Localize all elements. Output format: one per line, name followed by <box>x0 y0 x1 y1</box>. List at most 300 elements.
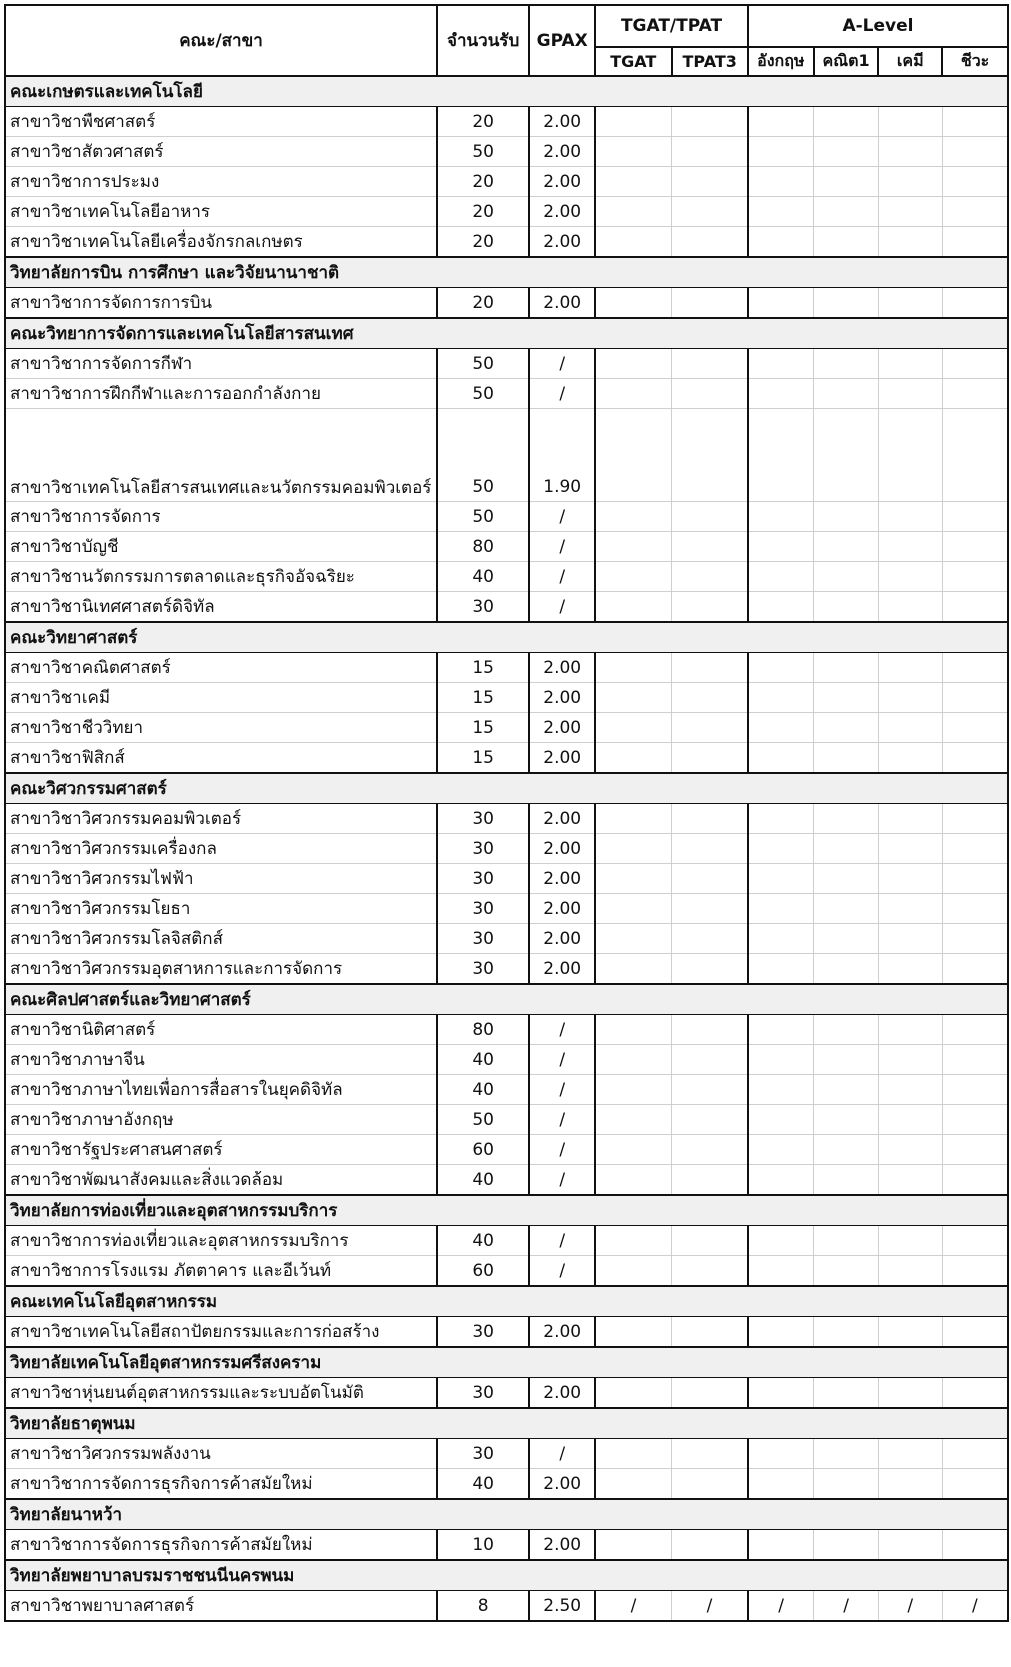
quota-cell: 30 <box>437 894 529 924</box>
tpat3-cell <box>672 197 748 227</box>
english-cell <box>748 167 814 197</box>
table-row <box>5 894 1008 924</box>
bio-cell <box>942 954 1008 985</box>
major-name: สาขาวิชาพืชศาสตร์ <box>5 107 437 137</box>
tgat-cell <box>595 288 671 319</box>
major-name: สาขาวิชาวิศวกรรมอุตสาหการและการจัดการ <box>5 954 437 985</box>
tpat3-cell <box>672 1015 748 1045</box>
tpat3-cell <box>672 1439 748 1469</box>
gpax-cell: 2.00 <box>529 743 595 774</box>
faculty-name: คณะเกษตรและเทคโนโลยี <box>5 76 1008 107</box>
gpax-cell: 2.00 <box>529 804 595 834</box>
english-cell <box>748 1378 814 1409</box>
table-row <box>5 288 1008 319</box>
bio-cell <box>942 592 1008 623</box>
tgat-cell <box>595 1226 671 1256</box>
quota-cell: 8 <box>437 1591 529 1622</box>
header-alevel: A-Level <box>748 5 1008 47</box>
table-row <box>5 107 1008 137</box>
tgat-cell <box>595 954 671 985</box>
math1-cell <box>814 743 879 774</box>
major-name: สาขาวิชาการท่องเที่ยวและอุตสาหกรรมบริการ <box>5 1226 437 1256</box>
english-cell <box>748 227 814 258</box>
english-cell: / <box>748 1591 814 1622</box>
header-tpat3: TPAT3 <box>672 47 748 76</box>
table-row <box>5 683 1008 713</box>
bio-cell <box>942 924 1008 954</box>
quota-cell: 10 <box>437 1530 529 1561</box>
table-row <box>5 834 1008 864</box>
major-name: สาขาวิชาการฝึกกีฬาและการออกกำลังกาย <box>5 379 437 409</box>
faculty-row <box>5 984 1008 1015</box>
major-name: สาขาวิชาฟิสิกส์ <box>5 743 437 774</box>
table-row <box>5 743 1008 774</box>
gpax-cell: / <box>529 349 595 379</box>
bio-cell <box>942 1530 1008 1561</box>
quota-cell: 15 <box>437 713 529 743</box>
table-row <box>5 1256 1008 1287</box>
chem-cell <box>878 713 942 743</box>
major-name: สาขาวิชาสัตวศาสตร์ <box>5 137 437 167</box>
table-row <box>5 1378 1008 1409</box>
tgat-cell <box>595 1165 671 1196</box>
table-row <box>5 1226 1008 1256</box>
table-row <box>5 1075 1008 1105</box>
chem-cell <box>878 167 942 197</box>
math1-cell <box>814 954 879 985</box>
chem-cell <box>878 288 942 319</box>
quota-cell: 20 <box>437 197 529 227</box>
table-header <box>5 5 1008 76</box>
tpat3-cell <box>672 349 748 379</box>
math1-cell <box>814 804 879 834</box>
faculty-name: คณะวิทยาศาสตร์ <box>5 622 1008 653</box>
admission-sheet <box>4 4 1009 1622</box>
english-cell <box>748 1530 814 1561</box>
tgat-cell <box>595 562 671 592</box>
bio-cell <box>942 502 1008 532</box>
math1-cell <box>814 227 879 258</box>
math1-cell <box>814 1439 879 1469</box>
major-name: สาขาวิชาวิศวกรรมเครื่องกล <box>5 834 437 864</box>
bio-cell <box>942 349 1008 379</box>
bio-cell <box>942 713 1008 743</box>
gpax-cell: / <box>529 1105 595 1135</box>
english-cell <box>748 107 814 137</box>
tpat3-cell <box>672 743 748 774</box>
chem-cell <box>878 1045 942 1075</box>
quota-cell: 50 <box>437 1105 529 1135</box>
gpax-cell: / <box>529 379 595 409</box>
quota-cell: 50 <box>437 349 529 379</box>
english-cell <box>748 1226 814 1256</box>
english-cell <box>748 1015 814 1045</box>
chem-cell <box>878 1165 942 1196</box>
math1-cell <box>814 1378 879 1409</box>
tgat-cell <box>595 834 671 864</box>
bio-cell <box>942 409 1008 502</box>
chem-cell <box>878 379 942 409</box>
chem-cell <box>878 1378 942 1409</box>
chem-cell <box>878 1015 942 1045</box>
math1-cell <box>814 1256 879 1287</box>
bio-cell <box>942 683 1008 713</box>
math1-cell <box>814 379 879 409</box>
tpat3-cell <box>672 894 748 924</box>
math1-cell <box>814 1105 879 1135</box>
table-row <box>5 1469 1008 1500</box>
gpax-cell: 2.00 <box>529 653 595 683</box>
tgat-cell <box>595 592 671 623</box>
bio-cell: / <box>942 1591 1008 1622</box>
tpat3-cell <box>672 924 748 954</box>
faculty-row <box>5 318 1008 349</box>
bio-cell <box>942 743 1008 774</box>
tpat3-cell <box>672 592 748 623</box>
quota-cell: 30 <box>437 834 529 864</box>
english-cell <box>748 924 814 954</box>
table-row <box>5 349 1008 379</box>
major-name: สาขาวิชาเทคโนโลยีอาหาร <box>5 197 437 227</box>
faculty-row <box>5 76 1008 107</box>
header-quota: จำนวนรับ <box>437 5 529 76</box>
tgat-cell <box>595 804 671 834</box>
english-cell <box>748 1135 814 1165</box>
tgat-cell <box>595 743 671 774</box>
faculty-row <box>5 1286 1008 1317</box>
faculty-row <box>5 1408 1008 1439</box>
english-cell <box>748 954 814 985</box>
quota-cell: 80 <box>437 1015 529 1045</box>
quota-cell: 40 <box>437 1469 529 1500</box>
math1-cell <box>814 834 879 864</box>
chem-cell <box>878 1105 942 1135</box>
tgat-cell <box>595 653 671 683</box>
tgat-cell <box>595 1105 671 1135</box>
quota-cell: 50 <box>437 502 529 532</box>
table-row <box>5 502 1008 532</box>
bio-cell <box>942 1015 1008 1045</box>
table-row <box>5 1165 1008 1196</box>
tpat3-cell <box>672 834 748 864</box>
gpax-cell: 2.00 <box>529 1469 595 1500</box>
tpat3-cell <box>672 1165 748 1196</box>
math1-cell <box>814 137 879 167</box>
chem-cell <box>878 954 942 985</box>
table-row <box>5 532 1008 562</box>
bio-cell <box>942 1469 1008 1500</box>
faculty-name: วิทยาลัยการบิน การศึกษา และวิจัยนานาชาติ <box>5 257 1008 288</box>
english-cell <box>748 894 814 924</box>
faculty-row <box>5 1499 1008 1530</box>
table-row <box>5 1439 1008 1469</box>
gpax-cell: / <box>529 1165 595 1196</box>
faculty-row <box>5 1195 1008 1226</box>
quota-cell: 50 <box>437 409 529 502</box>
tpat3-cell <box>672 288 748 319</box>
chem-cell <box>878 349 942 379</box>
header-math1: คณิต1 <box>814 47 879 76</box>
math1-cell <box>814 562 879 592</box>
chem-cell <box>878 864 942 894</box>
math1-cell <box>814 1530 879 1561</box>
table-row <box>5 1105 1008 1135</box>
quota-cell: 20 <box>437 167 529 197</box>
bio-cell <box>942 107 1008 137</box>
major-name: สาขาวิชานิติศาสตร์ <box>5 1015 437 1045</box>
chem-cell <box>878 683 942 713</box>
tpat3-cell <box>672 1045 748 1075</box>
tpat3-cell <box>672 1256 748 1287</box>
gpax-cell: / <box>529 1075 595 1105</box>
tgat-cell <box>595 107 671 137</box>
math1-cell <box>814 894 879 924</box>
major-name: สาขาวิชาการโรงแรม ภัตตาคาร และอีเว้นท์ <box>5 1256 437 1287</box>
table-row <box>5 197 1008 227</box>
quota-cell: 40 <box>437 1226 529 1256</box>
table-row <box>5 924 1008 954</box>
major-name: สาขาวิชาภาษาไทยเพื่อการสื่อสารในยุคดิจิทัล <box>5 1075 437 1105</box>
math1-cell <box>814 167 879 197</box>
major-name: สาขาวิชาเทคโนโลยีสารสนเทศและนวัตกรรมคอมพิวเตอร์ <box>5 409 437 502</box>
bio-cell <box>942 1135 1008 1165</box>
major-name: สาขาวิชาการจัดการกีฬา <box>5 349 437 379</box>
chem-cell <box>878 1135 942 1165</box>
gpax-cell: / <box>529 562 595 592</box>
faculty-name: วิทยาลัยธาตุพนม <box>5 1408 1008 1439</box>
admission-table <box>4 4 1009 1622</box>
faculty-row <box>5 1560 1008 1591</box>
english-cell <box>748 1105 814 1135</box>
quota-cell: 30 <box>437 954 529 985</box>
gpax-cell: / <box>529 1439 595 1469</box>
quota-cell: 40 <box>437 1045 529 1075</box>
chem-cell <box>878 532 942 562</box>
major-name: สาขาวิชาการจัดการธุรกิจการค้าสมัยใหม่ <box>5 1530 437 1561</box>
english-cell <box>748 683 814 713</box>
tpat3-cell <box>672 954 748 985</box>
english-cell <box>748 502 814 532</box>
math1-cell <box>814 653 879 683</box>
table-body <box>5 76 1008 1621</box>
tgat-cell <box>595 864 671 894</box>
quota-cell: 30 <box>437 864 529 894</box>
quota-cell: 30 <box>437 1439 529 1469</box>
quota-cell: 40 <box>437 1165 529 1196</box>
tgat-cell <box>595 349 671 379</box>
header-gpax: GPAX <box>529 5 595 76</box>
gpax-cell: / <box>529 592 595 623</box>
tpat3-cell <box>672 713 748 743</box>
quota-cell: 15 <box>437 653 529 683</box>
quota-cell: 30 <box>437 924 529 954</box>
math1-cell <box>814 713 879 743</box>
english-cell <box>748 1317 814 1348</box>
math1-cell <box>814 409 879 502</box>
quota-cell: 30 <box>437 1317 529 1348</box>
bio-cell <box>942 197 1008 227</box>
tpat3-cell <box>672 683 748 713</box>
bio-cell <box>942 1256 1008 1287</box>
bio-cell <box>942 894 1008 924</box>
table-row <box>5 167 1008 197</box>
chem-cell <box>878 502 942 532</box>
bio-cell <box>942 137 1008 167</box>
major-name: สาขาวิชาวิศวกรรมไฟฟ้า <box>5 864 437 894</box>
faculty-row <box>5 257 1008 288</box>
tgat-cell <box>595 1045 671 1075</box>
tpat3-cell <box>672 653 748 683</box>
header-tgat-tpat: TGAT/TPAT <box>595 5 748 47</box>
table-row <box>5 1045 1008 1075</box>
bio-cell <box>942 804 1008 834</box>
gpax-cell: 2.00 <box>529 1530 595 1561</box>
table-row <box>5 592 1008 623</box>
chem-cell <box>878 1439 942 1469</box>
tpat3-cell <box>672 1135 748 1165</box>
tpat3-cell <box>672 1317 748 1348</box>
quota-cell: 30 <box>437 592 529 623</box>
table-row <box>5 1015 1008 1045</box>
math1-cell <box>814 924 879 954</box>
tgat-cell <box>595 197 671 227</box>
gpax-cell: 2.00 <box>529 834 595 864</box>
table-row <box>5 562 1008 592</box>
table-row <box>5 1317 1008 1348</box>
faculty-name: วิทยาลัยพยาบาลบรมราชชนนีนครพนม <box>5 1560 1008 1591</box>
math1-cell <box>814 197 879 227</box>
gpax-cell: / <box>529 1135 595 1165</box>
table-row <box>5 227 1008 258</box>
bio-cell <box>942 167 1008 197</box>
major-name: สาขาวิชาภาษาจีน <box>5 1045 437 1075</box>
bio-cell <box>942 1045 1008 1075</box>
english-cell <box>748 592 814 623</box>
table-row <box>5 864 1008 894</box>
math1-cell <box>814 1226 879 1256</box>
tpat3-cell <box>672 107 748 137</box>
chem-cell <box>878 107 942 137</box>
quota-cell: 50 <box>437 379 529 409</box>
quota-cell: 15 <box>437 683 529 713</box>
major-name: สาขาวิชาชีววิทยา <box>5 713 437 743</box>
math1-cell: / <box>814 1591 879 1622</box>
faculty-row <box>5 622 1008 653</box>
gpax-cell: / <box>529 532 595 562</box>
tpat3-cell <box>672 167 748 197</box>
tpat3-cell <box>672 379 748 409</box>
header-bio: ชีวะ <box>942 47 1008 76</box>
gpax-cell: 2.50 <box>529 1591 595 1622</box>
quota-cell: 60 <box>437 1135 529 1165</box>
english-cell <box>748 288 814 319</box>
gpax-cell: 2.00 <box>529 107 595 137</box>
quota-cell: 30 <box>437 1378 529 1409</box>
major-name: สาขาวิชาเคมี <box>5 683 437 713</box>
quota-cell: 20 <box>437 288 529 319</box>
major-name: สาขาวิชาวิศวกรรมพลังงาน <box>5 1439 437 1469</box>
major-name: สาขาวิชารัฐประศาสนศาสตร์ <box>5 1135 437 1165</box>
major-name: สาขาวิชาคณิตศาสตร์ <box>5 653 437 683</box>
table-row <box>5 804 1008 834</box>
tpat3-cell <box>672 864 748 894</box>
math1-cell <box>814 1135 879 1165</box>
english-cell <box>748 349 814 379</box>
tgat-cell <box>595 137 671 167</box>
bio-cell <box>942 864 1008 894</box>
tpat3-cell <box>672 1105 748 1135</box>
math1-cell <box>814 502 879 532</box>
tgat-cell <box>595 1015 671 1045</box>
bio-cell <box>942 834 1008 864</box>
chem-cell: / <box>878 1591 942 1622</box>
math1-cell <box>814 1165 879 1196</box>
chem-cell <box>878 409 942 502</box>
english-cell <box>748 1469 814 1500</box>
header-chem: เคมี <box>878 47 942 76</box>
gpax-cell: / <box>529 1045 595 1075</box>
tpat3-cell <box>672 1469 748 1500</box>
bio-cell <box>942 653 1008 683</box>
bio-cell <box>942 532 1008 562</box>
tpat3-cell: / <box>672 1591 748 1622</box>
chem-cell <box>878 1469 942 1500</box>
english-cell <box>748 409 814 502</box>
major-name: สาขาวิชานวัตกรรมการตลาดและธุรกิจอัจฉริยะ <box>5 562 437 592</box>
major-name: สาขาวิชาเทคโนโลยีเครื่องจักรกลเกษตร <box>5 227 437 258</box>
tgat-cell <box>595 227 671 258</box>
tgat-cell <box>595 1530 671 1561</box>
tpat3-cell <box>672 562 748 592</box>
faculty-name: วิทยาลัยนาหว้า <box>5 1499 1008 1530</box>
chem-cell <box>878 834 942 864</box>
chem-cell <box>878 1530 942 1561</box>
table-row <box>5 409 1008 502</box>
chem-cell <box>878 197 942 227</box>
table-row <box>5 954 1008 985</box>
quota-cell: 80 <box>437 532 529 562</box>
major-name: สาขาวิชาภาษาอังกฤษ <box>5 1105 437 1135</box>
english-cell <box>748 1045 814 1075</box>
bio-cell <box>942 1165 1008 1196</box>
tgat-cell <box>595 713 671 743</box>
gpax-cell: 2.00 <box>529 713 595 743</box>
math1-cell <box>814 532 879 562</box>
english-cell <box>748 834 814 864</box>
chem-cell <box>878 894 942 924</box>
english-cell <box>748 743 814 774</box>
chem-cell <box>878 743 942 774</box>
bio-cell <box>942 288 1008 319</box>
tgat-cell <box>595 1439 671 1469</box>
major-name: สาขาวิชาการจัดการธุรกิจการค้าสมัยใหม่ <box>5 1469 437 1500</box>
english-cell <box>748 137 814 167</box>
chem-cell <box>878 562 942 592</box>
tpat3-cell <box>672 804 748 834</box>
tgat-cell <box>595 379 671 409</box>
major-name: สาขาวิชาวิศวกรรมคอมพิวเตอร์ <box>5 804 437 834</box>
faculty-name: วิทยาลัยการท่องเที่ยวและอุตสาหกรรมบริการ <box>5 1195 1008 1226</box>
gpax-cell: 2.00 <box>529 288 595 319</box>
math1-cell <box>814 1469 879 1500</box>
english-cell <box>748 1256 814 1287</box>
chem-cell <box>878 1256 942 1287</box>
bio-cell <box>942 1378 1008 1409</box>
major-name: สาขาวิชาบัญชี <box>5 532 437 562</box>
major-name: สาขาวิชาการจัดการการบิน <box>5 288 437 319</box>
quota-cell: 50 <box>437 137 529 167</box>
major-name: สาขาวิชาหุ่นยนต์อุตสาหกรรมและระบบอัตโนมัติ <box>5 1378 437 1409</box>
